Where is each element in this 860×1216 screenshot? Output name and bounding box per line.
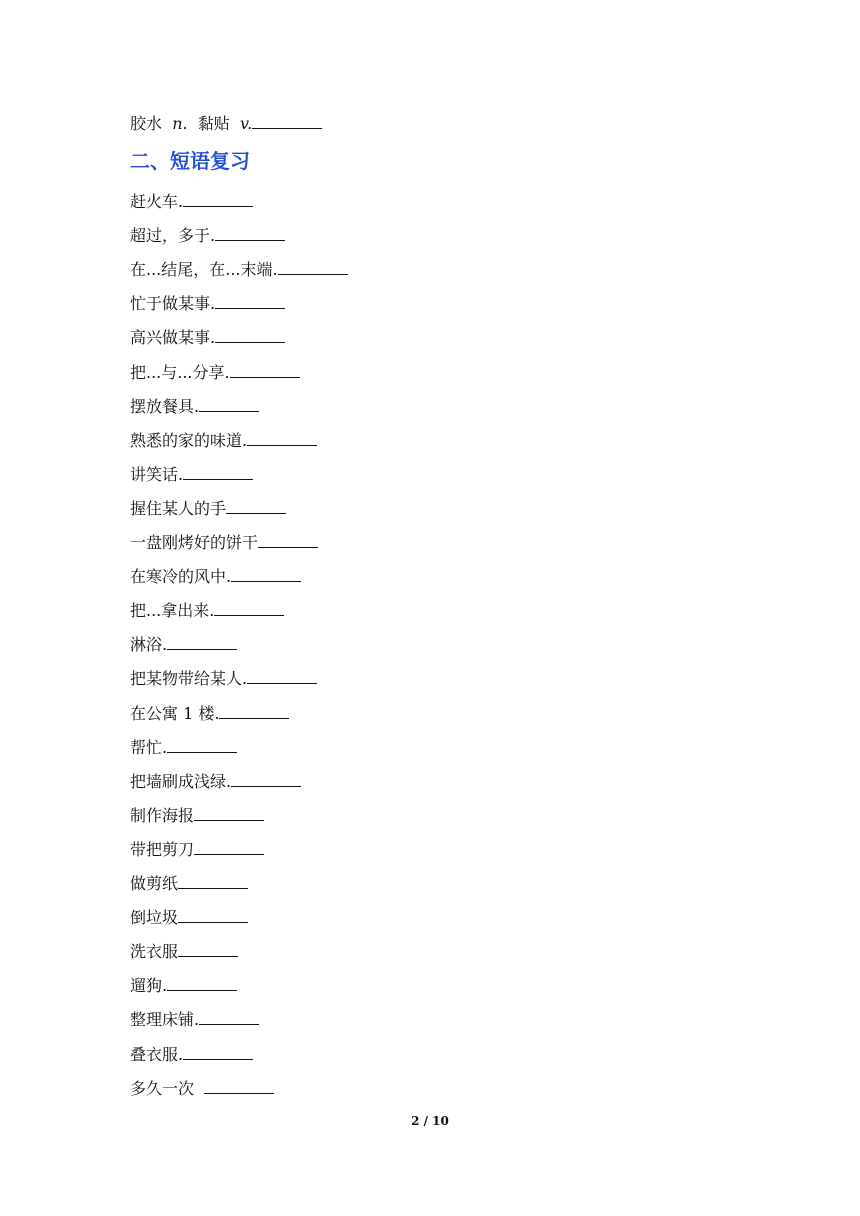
phrase-item	[130, 1043, 253, 1066]
answer-blank	[278, 258, 348, 275]
page-number: 2 / 10	[411, 1114, 449, 1128]
phrase-item	[130, 940, 238, 963]
answer-blank	[183, 190, 253, 207]
phrase-item	[130, 633, 237, 656]
phrase-text: 把...与...分享.	[130, 363, 230, 382]
answer-blank	[230, 361, 300, 378]
answer-blank	[258, 531, 318, 548]
phrase-text: 洗衣服	[130, 942, 179, 961]
answer-blank	[178, 940, 238, 957]
answer-blank	[194, 804, 264, 821]
answer-blank	[215, 224, 285, 241]
answer-blank	[183, 463, 253, 480]
phrase-text: 把墙刷成浅绿.	[130, 772, 232, 791]
phrase-item	[130, 258, 348, 281]
phrase-item	[130, 872, 248, 895]
phrase-item	[130, 702, 289, 725]
phrase-text: 摆放餐具.	[130, 397, 200, 416]
phrase-item	[130, 463, 253, 486]
phrase-item	[130, 190, 253, 213]
answer-blank	[247, 667, 317, 684]
answer-blank	[215, 292, 285, 309]
answer-blank	[194, 838, 264, 855]
answer-blank	[199, 395, 259, 412]
answer-blank	[215, 326, 285, 343]
answer-blank	[183, 1043, 253, 1060]
phrase-item	[130, 497, 286, 520]
phrase-text: 一盘刚烤好的饼干	[130, 533, 259, 552]
phrase-item	[130, 838, 264, 861]
phrase-text: 制作海报	[130, 806, 195, 825]
answer-blank	[219, 702, 289, 719]
phrase-text: 把...拿出来.	[130, 601, 215, 620]
answer-blank	[231, 770, 301, 787]
phrase-text: 淋浴.	[130, 635, 168, 654]
answer-blank	[178, 872, 248, 889]
phrase-item	[130, 770, 301, 793]
answer-blank	[178, 906, 248, 923]
phrase-text: 帮忙.	[130, 738, 168, 757]
phrase-text: 超过，多于.	[130, 226, 216, 245]
phrase-text: 把某物带给某人.	[130, 669, 248, 688]
pos-verb: v.	[239, 114, 253, 133]
phrase-text: 讲笑话.	[130, 465, 184, 484]
answer-blank	[167, 736, 237, 753]
phrase-text: 握住某人的手	[130, 499, 227, 518]
phrase-item	[130, 1008, 259, 1031]
answer-blank	[231, 565, 301, 582]
phrase-item	[130, 974, 237, 997]
phrase-text: 高兴做某事.	[130, 328, 216, 347]
phrase-item	[130, 429, 317, 452]
phrase-item	[130, 565, 301, 588]
phrase-item	[130, 326, 285, 349]
pos-noun: n.	[172, 114, 188, 133]
answer-blank	[204, 1077, 274, 1094]
answer-blank	[199, 1008, 259, 1025]
phrase-text: 多久一次	[130, 1079, 195, 1098]
phrase-item	[130, 667, 317, 690]
phrase-text: 带把剪刀	[130, 840, 195, 859]
section-title: 二、短语复习	[130, 149, 250, 173]
phrase-item	[130, 224, 285, 247]
phrase-text: 整理床铺.	[130, 1010, 200, 1029]
answer-blank	[247, 429, 317, 446]
word-glue-noun: 胶水	[130, 114, 163, 133]
phrase-item	[130, 804, 264, 827]
phrase-text: 赶火车.	[130, 192, 184, 211]
phrase-text: 倒垃圾	[130, 908, 179, 927]
answer-blank	[167, 974, 237, 991]
phrase-item	[130, 599, 284, 622]
phrase-text: 在公寓 1 楼.	[130, 704, 220, 723]
phrase-text: 在寒冷的风中.	[130, 567, 232, 586]
answer-blank	[214, 599, 284, 616]
answer-blank	[252, 112, 322, 129]
phrase-item	[130, 361, 300, 384]
phrase-item	[130, 531, 318, 554]
phrase-item	[130, 736, 237, 759]
phrase-text: 熟悉的家的味道.	[130, 431, 248, 450]
answer-blank	[167, 633, 237, 650]
glue-vocab-line	[130, 112, 322, 135]
phrase-item	[130, 906, 248, 929]
phrase-item	[130, 292, 285, 315]
word-glue-verb: 黏贴	[197, 114, 230, 133]
phrase-text: 忙于做某事.	[130, 294, 216, 313]
phrase-text: 遛狗.	[130, 976, 168, 995]
phrase-item	[130, 1077, 274, 1100]
phrase-text: 在...结尾，在...末端.	[130, 260, 278, 279]
phrase-text: 做剪纸	[130, 874, 179, 893]
phrase-item	[130, 395, 259, 418]
phrase-text: 叠衣服.	[130, 1045, 184, 1064]
answer-blank	[226, 497, 286, 514]
